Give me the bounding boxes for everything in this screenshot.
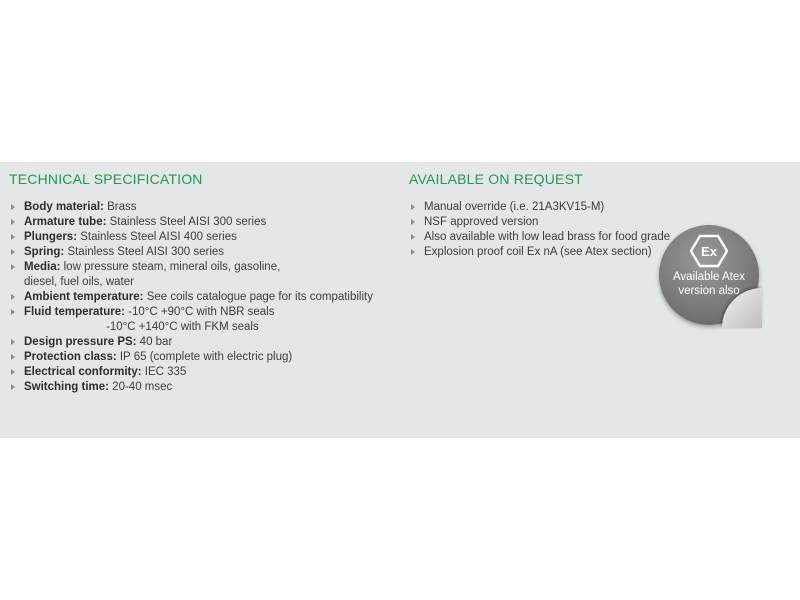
spec-item-plungers: Plungers: Stainless Steel AISI 400 series: [9, 230, 389, 245]
bullet-arrow-icon: [11, 369, 15, 375]
bullet-arrow-icon: [11, 264, 15, 270]
bullet-arrow-icon: [11, 384, 15, 390]
spec-item-electrical-conformity: Electrical conformity: IEC 335: [9, 365, 389, 380]
bullet-arrow-icon: [411, 234, 415, 240]
bullet-arrow-icon: [11, 354, 15, 360]
atex-badge-line2: version also: [678, 285, 740, 297]
bullet-arrow-icon: [11, 234, 15, 240]
spec-item-design-pressure: Design pressure PS: 40 bar: [9, 335, 389, 350]
request-item: Manual override (i.e. 21A3KV15-M): [409, 200, 709, 215]
request-item: Explosion proof coil Ex nA (see Atex section): [409, 245, 709, 260]
atex-badge-line1: Available Atex: [672, 271, 746, 283]
bullet-arrow-icon: [411, 219, 415, 225]
bullet-arrow-icon: [411, 204, 415, 210]
bullet-arrow-icon: [11, 219, 15, 225]
available-on-request-section: [409, 170, 709, 260]
atex-ex-hexagon-icon: [690, 234, 728, 268]
spec-item-armature-tube: Armature tube: Stainless Steel AISI 300 series: [9, 215, 389, 230]
technical-specification-title: TECHNICAL SPECIFICATION: [9, 171, 203, 187]
bullet-arrow-icon: [11, 309, 15, 315]
spec-item-switching-time: Switching time: 20-40 msec: [9, 380, 389, 395]
spec-item-fluid-temperature: Fluid temperature: -10°C +90°C with NBR seals -10°C +140°C with FKM seals: [9, 305, 389, 335]
spec-item-media: Media: low pressure steam, mineral oils, gasoline, diesel, fuel oils, water: [9, 260, 389, 290]
bullet-arrow-icon: [11, 249, 15, 255]
spec-item-ambient-temperature: Ambient temperature: See coils catalogue page for its compatibility: [9, 290, 389, 305]
bullet-arrow-icon: [11, 339, 15, 345]
spec-item-spring: Spring: Stainless Steel AISI 300 series: [9, 245, 389, 260]
atex-symbol-text: Ex: [701, 244, 717, 259]
bullet-arrow-icon: [11, 294, 15, 300]
technical-specification-list: [9, 200, 389, 395]
spec-item-body-material: Body material: Brass: [9, 200, 389, 215]
request-item: NSF approved version: [409, 215, 709, 230]
technical-specification-section: [9, 170, 389, 395]
request-item: Also available with low lead brass for food grade: [409, 230, 709, 245]
bullet-arrow-icon: [11, 204, 15, 210]
available-on-request-title: AVAILABLE ON REQUEST: [409, 171, 583, 187]
bullet-arrow-icon: [411, 249, 415, 255]
spec-item-protection-class: Protection class: IP 65 (complete with electric plug): [9, 350, 389, 365]
